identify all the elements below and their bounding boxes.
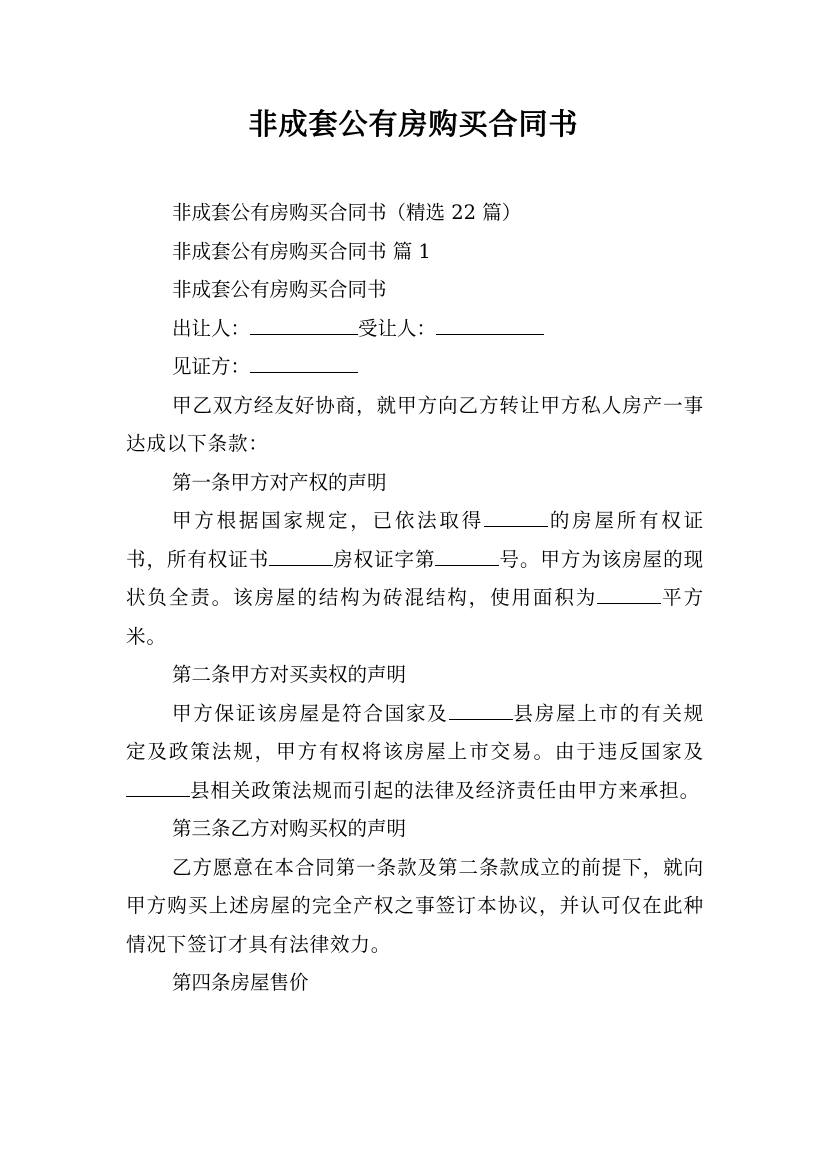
witness-label: 见证方： bbox=[172, 355, 251, 378]
article2-text-3: 县相关政策法规而引起的法律及经济责任由甲方来承担。 bbox=[190, 778, 701, 802]
article2-blank-1 bbox=[449, 700, 513, 720]
witness-line bbox=[126, 348, 704, 387]
document-title: 非成套公有房购买合同书 bbox=[248, 107, 579, 141]
article1-text-4: 号。甲方为该房屋的现状负全责。该房屋的结构为砖混结构，使用面积为 bbox=[126, 547, 704, 609]
witness-blank bbox=[250, 353, 358, 373]
article2-paragraph bbox=[126, 695, 704, 811]
parties-line bbox=[126, 310, 704, 349]
article2-blank-2 bbox=[126, 777, 190, 797]
article1-text-1: 甲方根据国家规定，已依法取得 bbox=[172, 509, 484, 532]
article2-text-1: 甲方保证该房屋是符合国家及 bbox=[172, 701, 449, 725]
preamble-paragraph: 甲乙双方经友好协商，就甲方向乙方转让甲方私人房产一事达成以下条款： bbox=[126, 393, 704, 455]
article1-blank-2 bbox=[269, 546, 333, 566]
document-name: 非成套公有房购买合同书 bbox=[172, 278, 387, 301]
article1-text-2: 的房屋所有权证书，所有权证书 bbox=[126, 509, 704, 571]
document-body bbox=[126, 194, 704, 1003]
article2-title: 第二条甲方对买卖权的声明 bbox=[172, 663, 407, 686]
transferee-blank bbox=[436, 315, 544, 335]
article2-text-2: 县房屋上市的有关规定及政策法规，甲方有权将该房屋上市交易。由于违反国家及 bbox=[126, 701, 704, 763]
article1-text-3: 房权证字第 bbox=[333, 547, 436, 571]
article3-paragraph: 乙方愿意在本合同第一条款及第二条款成立的前提下，就向甲方购买上述房屋的完全产权之事签订本协议，并认可仅在此种情况下签订才具有法律效力。 bbox=[126, 855, 704, 956]
article4-title: 第四条房屋售价 bbox=[172, 971, 309, 994]
intro-line: 非成套公有房购买合同书（精选 22 篇） bbox=[172, 201, 522, 224]
article1-blank-1 bbox=[484, 507, 548, 527]
article1-text-5: 平方米。 bbox=[126, 586, 704, 648]
article1-title: 第一条甲方对产权的声明 bbox=[172, 470, 387, 494]
article1-paragraph bbox=[126, 502, 704, 656]
transferor-label: 出让人： bbox=[172, 316, 251, 340]
transferor-blank bbox=[250, 315, 358, 335]
article1-blank-4 bbox=[597, 584, 661, 604]
article3-title: 第三条乙方对购买权的声明 bbox=[172, 817, 407, 840]
article1-blank-3 bbox=[435, 546, 499, 566]
transferee-label: 受让人： bbox=[358, 316, 437, 340]
section-heading: 非成套公有房购买合同书 篇 1 bbox=[172, 239, 431, 263]
